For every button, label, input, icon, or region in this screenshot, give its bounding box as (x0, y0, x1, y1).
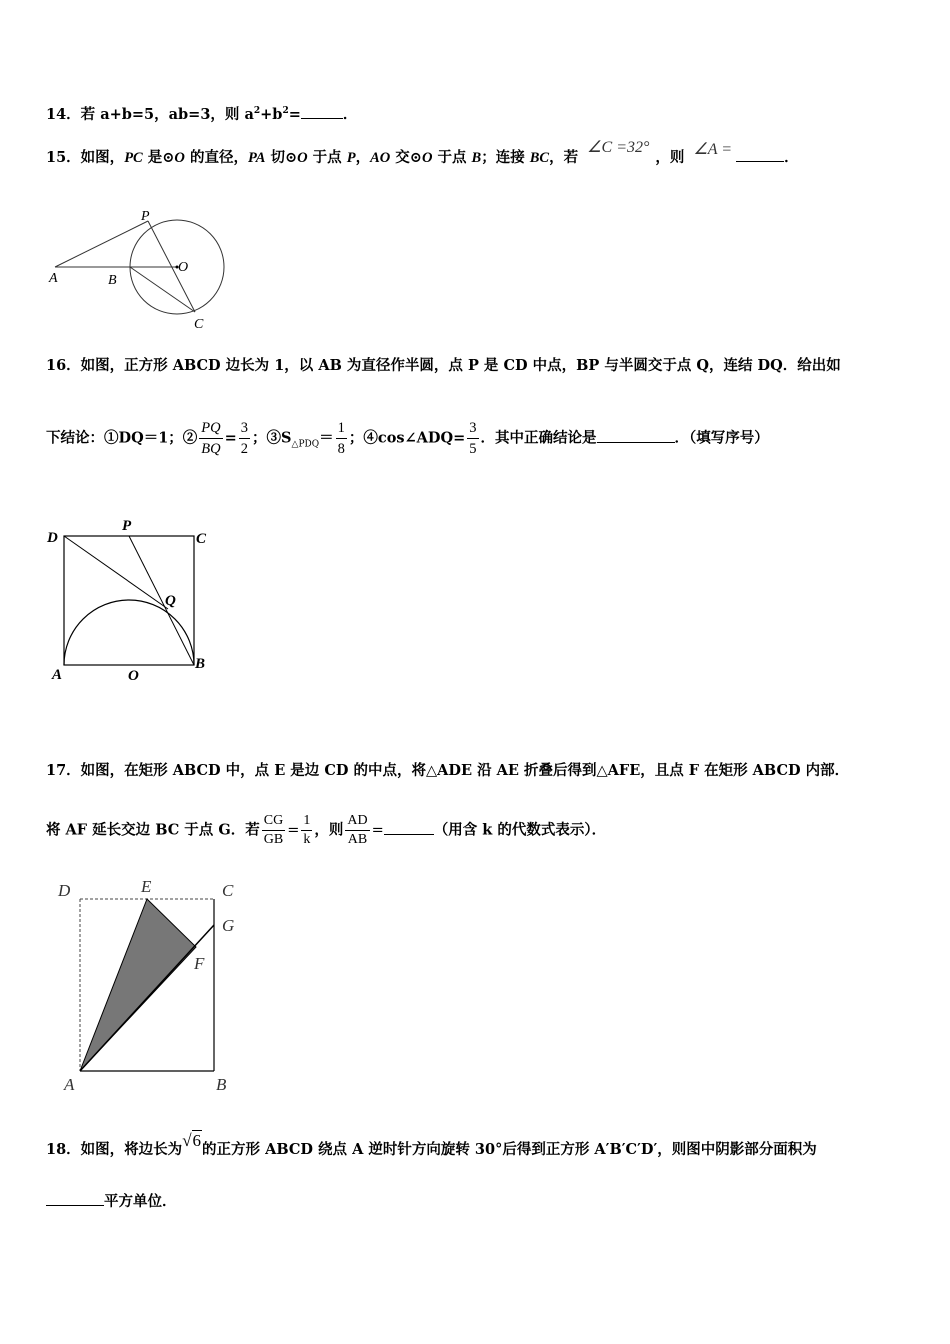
q17-frac2-den: k (303, 832, 311, 847)
q15-line-pa (55, 221, 148, 267)
q15-text-d: 切⊙ (265, 149, 298, 166)
q14-text-c: = (288, 106, 301, 123)
q15-label-p: P (141, 209, 150, 224)
q16-frac2-num: 3 (239, 418, 250, 439)
q16-text-a: 下结论：①DQ＝1；② (46, 429, 198, 447)
q14-sup2: 2 (282, 106, 289, 117)
q15-text-a: 15．如图， (46, 149, 125, 166)
q15-text-g: 交⊙ (390, 149, 422, 166)
q16-eq1: = (224, 429, 237, 447)
q17-frac2 (301, 812, 312, 849)
q17-label-b: B (216, 1075, 227, 1094)
q17-label-f: F (194, 954, 205, 973)
q17-text-c: （用含 k 的代数式表示）． (433, 821, 607, 839)
question-18-line2 (46, 1190, 177, 1211)
q15-ao: AO (370, 150, 391, 166)
q14-sup1: 2 (253, 106, 261, 117)
q18-text-a: 18．如图，将边长为 (46, 1141, 183, 1158)
q15-pc: PC (124, 150, 143, 166)
q14-period: ． (342, 106, 358, 123)
q18-text-b: 的正方形 ABCD 绕点 A 逆时针方向旋转 30°后得到正方形 A′B′C′D′，则图中阴影部分面积为 (202, 1141, 817, 1158)
q16-frac1-den: BQ (201, 441, 221, 457)
q15-answer-blank[interactable] (736, 149, 784, 162)
q16-label-c: C (196, 531, 207, 547)
q17-frac3-den: AB (347, 832, 368, 847)
q17-label-a: A (64, 1075, 75, 1094)
q16-label-q: Q (165, 593, 176, 609)
q15-text-k: ，则 (655, 149, 685, 166)
q17-label-c: C (222, 881, 234, 900)
q16-frac1 (199, 418, 222, 459)
q15-pa: PA (247, 150, 266, 166)
q15-b: B (471, 150, 482, 166)
q15-o1: O (174, 150, 185, 166)
q15-figure (44, 205, 234, 335)
q17-text-b: ，则 (314, 821, 344, 839)
q17-label-e: E (141, 877, 152, 896)
q17-frac3 (345, 812, 369, 849)
q15-label-o: O (178, 260, 189, 275)
q16-answer-blank[interactable] (597, 430, 675, 443)
q16-figure (44, 512, 224, 692)
q16-frac4 (467, 418, 478, 459)
question-16-line2 (46, 418, 769, 459)
q15-label-c: C (194, 317, 204, 332)
q16-text-e: ．（填写序号） (674, 429, 769, 447)
q15-text-c: 的直径， (184, 149, 248, 166)
q16-frac4-den: 5 (469, 441, 477, 457)
q16-text-b: ；③S (252, 429, 292, 447)
q16-frac4-num: 3 (467, 418, 478, 439)
question-16-line1: 16．如图，正方形 ABCD 边长为 1，以 AB 为直径作半圆，点 P 是 CD 中点，BP 与半圆交于点 Q，连结 DQ．给出如 (46, 357, 841, 374)
q15-text-f: ， (355, 149, 371, 166)
q15-angle-c: ∠C =32° (587, 139, 650, 156)
q15-p: P (346, 150, 356, 166)
q16-semicircle (64, 600, 194, 665)
q16-text-c: ；④cos∠ADQ= (348, 429, 466, 447)
q16-frac2 (239, 418, 250, 459)
q16-label-o: O (128, 668, 139, 684)
q16-label-b: B (195, 656, 206, 672)
q17-frac2-num: 1 (301, 812, 312, 831)
q15-label-a: A (49, 271, 58, 286)
q16-frac3-den: 8 (337, 441, 345, 457)
q16-label-d: D (47, 530, 58, 546)
q15-text-j: ，若 (549, 149, 579, 166)
q18-text-c: 平方单位． (104, 1193, 177, 1210)
q17-frac1-den: GB (263, 832, 284, 847)
q16-text-d: ．其中正确结论是 (480, 429, 597, 447)
q16-sub: △PDQ (291, 439, 320, 450)
q15-bc: BC (529, 150, 550, 166)
q15-period: ． (784, 149, 799, 166)
q18-sqrt: √6 (182, 1131, 202, 1150)
q17-frac3-num: AD (345, 812, 369, 831)
question-18-line1 (46, 1131, 817, 1159)
q14-answer-blank[interactable] (301, 106, 343, 119)
q17-frac1-num: CG (262, 812, 285, 831)
q16-label-a: A (52, 667, 63, 683)
q15-label-b: B (108, 273, 117, 288)
question-17-line2 (46, 812, 606, 849)
q15-text-i: ；连接 (481, 149, 530, 166)
q16-frac2-den: 2 (240, 441, 249, 457)
q17-text-a: 将 AF 延长交边 BC 于点 G．若 (46, 821, 260, 839)
q17-label-g: G (222, 916, 235, 935)
q17-eq2: = (371, 822, 384, 839)
q15-o3: O (421, 150, 433, 166)
question-15 (46, 139, 799, 167)
q18-sqrt-radicand: 6 (192, 1131, 202, 1150)
q16-eq2: ＝ (319, 429, 334, 447)
q16-frac3 (336, 418, 347, 459)
q14-text-a: 14．若 a+b=5，ab=3，则 a (46, 106, 254, 123)
q15-text-e: 于点 (307, 149, 347, 166)
question-14 (46, 103, 357, 124)
q17-answer-blank[interactable] (384, 822, 434, 835)
q16-frac1-num: PQ (199, 418, 222, 439)
q15-angle-a: ∠A = (693, 141, 733, 158)
q17-shaded-triangle (80, 899, 196, 1071)
q17-eq1: = (287, 822, 300, 839)
q16-label-p: P (122, 518, 132, 534)
q17-label-d: D (58, 881, 71, 900)
q18-answer-blank[interactable] (46, 1193, 104, 1206)
q16-line-dq (64, 536, 168, 609)
q17-frac1 (262, 812, 285, 849)
q16-frac3-num: 1 (336, 418, 347, 439)
q17-figure (44, 875, 254, 1100)
q15-text-b: 是⊙ (142, 149, 175, 166)
q15-text-h: 于点 (432, 149, 472, 166)
q15-o2: O (297, 150, 308, 166)
question-17-line1: 17．如图，在矩形 ABCD 中，点 E 是边 CD 的中点，将△ADE 沿 AE 折叠后得到△AFE，且点 F 在矩形 ABCD 内部． (46, 762, 850, 779)
q14-text-b: +b (260, 106, 283, 123)
